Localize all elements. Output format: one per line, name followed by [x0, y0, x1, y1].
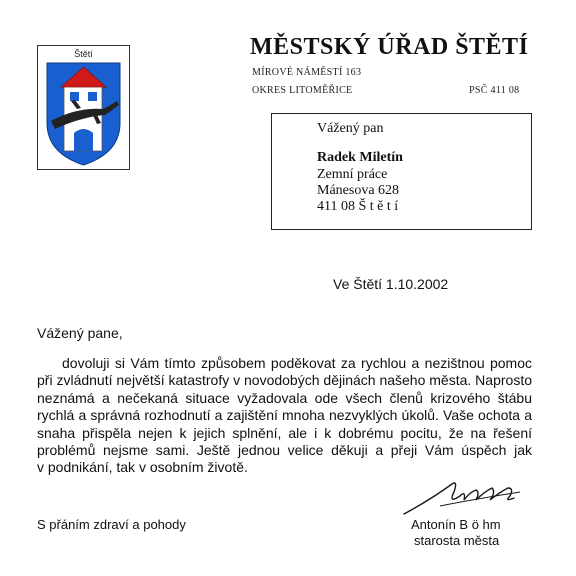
office-address: MÍROVÉ NÁMĚSTÍ 163 — [252, 67, 362, 78]
recipient-address-box — [271, 113, 532, 230]
office-district: OKRES LITOMĚŘICE — [252, 85, 353, 96]
signer-name: Antonín B ö hm — [411, 517, 501, 532]
letter-closing: S přáním zdraví a pohody — [37, 517, 186, 532]
handwritten-signature — [400, 470, 530, 518]
body-line: problémů nejsme sami. Ještě jednou velice děkuji a přeji Vám úspěch jak — [37, 441, 532, 458]
crest-label: Štětí — [74, 49, 93, 59]
coat-of-arms-icon — [37, 45, 130, 170]
recipient-city: 411 08 Š t ě t í — [317, 199, 399, 214]
coat-of-arms — [37, 45, 130, 170]
signer-role: starosta města — [414, 533, 500, 545]
body-line: rychlá a správná rozhodnutí a zajištění mnoha nezvyklých úkolů. Vaše ochota a — [37, 407, 532, 424]
recipient-salutation: Vážený pan — [317, 121, 384, 136]
recipient-street: Mánesova 628 — [317, 183, 400, 198]
office-postal-code: PSČ 411 08 — [469, 85, 520, 96]
body-line: neznámá a nečekaná situace vyžadovala ode všech členů krizového štábu — [37, 389, 532, 406]
body-line: v podnikání, tak v osobním životě. — [37, 459, 248, 476]
letter-date: Ve Štětí 1.10.2002 — [333, 276, 449, 292]
letter-greeting: Vážený pane, — [37, 325, 123, 341]
body-line: při zvládnutí největší katastrofy v novodobých dějinách našeho města. Naprosto — [37, 372, 532, 389]
body-line: dovoluji si Vám tímto způsobem poděkovat za rychlou a nezištnou pomoc — [62, 355, 532, 371]
recipient-company: Zemní práce — [317, 167, 388, 182]
office-title: MĚSTSKÝ ÚŘAD ŠTĚTÍ — [250, 34, 529, 60]
letter-body — [37, 355, 532, 477]
recipient-name: Radek Miletín — [317, 150, 403, 165]
body-line: snaha přispěla nejen k jejich splnění, ale i k dobrému pocitu, že na řešení — [37, 424, 532, 441]
